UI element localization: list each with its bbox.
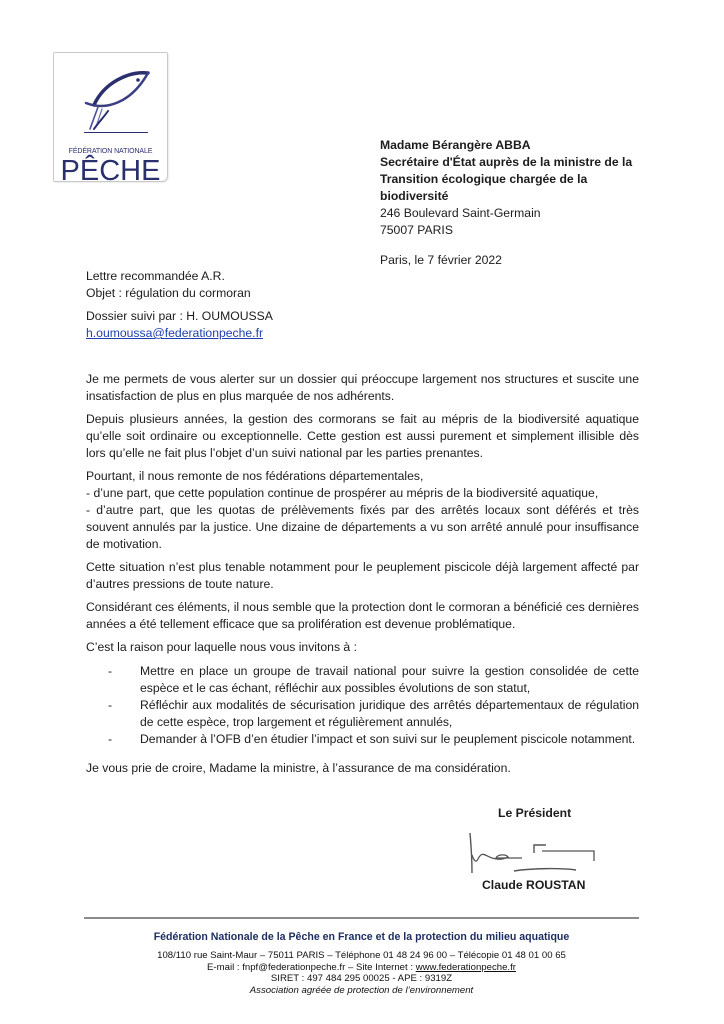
logo-subtitle: FÉDÉRATION NATIONALE [68, 148, 153, 155]
footer-email: E-mail : fnpf@federationpeche.fr – Site Internet : [207, 961, 416, 973]
request-item [86, 663, 639, 697]
footer-divider [84, 917, 639, 919]
footer-website-link[interactable]: www.federationpeche.fr [415, 961, 516, 973]
footer-address: 108/110 rue Saint-Maur – 75011 PARIS – Téléphone 01 48 24 96 00 – Télécopie 01 48 01 00 65 [157, 950, 566, 961]
recipient-name: Madame Bérangère ABBA [380, 138, 531, 152]
request-text: Mettre en place un groupe de travail national pour suivre la gestion consolidée de cette espèce et le cas échant, réfléchir aux possibles évolutions de son statut, [140, 664, 639, 695]
letter-subject: Objet : régulation du cormoran [86, 286, 251, 300]
body-paragraph-intro: Pourtant, il nous remonte de nos fédérations départementales, [86, 469, 424, 483]
request-list [86, 663, 639, 748]
recipient-block [380, 137, 680, 239]
recipient-title-line: Secrétaire d'État auprès de la ministre de la [380, 155, 633, 169]
list-dash: - [108, 732, 113, 746]
footer-organization: Fédération Nationale de la Pêche en France et de la protection du milieu aquatique [153, 931, 570, 943]
recipient-title-line: Transition écologique chargée de la [380, 172, 588, 186]
list-dash: - [108, 698, 113, 712]
signatory-name: Claude ROUSTAN [482, 878, 586, 892]
body-point: - d’une part, que cette population continue de prospérer au mépris de la biodiversité aquatique, [86, 486, 599, 500]
letter-body [86, 371, 639, 765]
body-paragraph: Cette situation n’est plus tenable notamment pour le peuplement piscicole déjà largement affecté par d’autres pressions de toute nature. [86, 560, 639, 591]
handwritten-signature-icon [462, 825, 612, 880]
body-paragraph: Considérant ces éléments, il nous semble que la protection dont le cormoran a bénéficié ces dernières années a été tellement efficace que sa prolifération est devenue problématique. [86, 600, 639, 631]
body-paragraph: Depuis plusieurs années, la gestion des cormorans se fait au mépris de la biodiversité aquatique qu’elle soit ordinaire ou exceptionnelle. Cette gestion est aussi purement et simplement illisible dès lors qu’elle ne fait plus l’objet d’un suivi national par les parties prenantes. [86, 412, 639, 460]
request-item [86, 731, 639, 748]
request-intro: C’est la raison pour laquelle nous vous invitons à : [86, 640, 357, 654]
letter-meta [86, 268, 273, 342]
closing-formula: Je vous prie de croire, Madame la ministre, à l’assurance de ma considération. [86, 761, 511, 775]
footer-siret: SIRET : 497 484 295 00025 - APE : 9319Z [270, 973, 453, 984]
recipient-address-line: 246 Boulevard Saint-Germain [380, 206, 541, 220]
signatory-title: Le Président [498, 806, 572, 820]
recipient-title-line: biodiversité [380, 189, 449, 203]
request-text: Demander à l’OFB d’en étudier l’impact et son suivi sur le peuplement piscicole notamment. [140, 732, 636, 746]
request-text: Réfléchir aux modalités de sécurisation juridique des arrêtés départementaux de régulation de cette espèce, trop largement et régulièrement annulés, [140, 698, 639, 729]
footer-association: Association agréée de protection de l’environnement [249, 984, 474, 996]
list-dash: - [108, 664, 113, 678]
body-point: - d’autre part, que les quotas de prélèvements fixés par des arrêtés locaux sont déférés et très souvent annulés par la justice. Une dizaine de départements a vu son arrêté annulé pour insuffisance de motivation. [86, 503, 639, 551]
followed-by: Dossier suivi par : H. OUMOUSSA [86, 309, 273, 323]
logo-title: PÊCHE [60, 155, 161, 187]
body-paragraph: Je me permets de vous alerter sur un dossier qui préoccupe largement nos structures et suscite une insatisfaction de plus en plus marquée de nos adhérents. [86, 372, 639, 403]
federation-logo [53, 52, 168, 187]
footer-contact [84, 950, 639, 996]
request-item [86, 697, 639, 731]
contact-email-link[interactable]: h.oumoussa@federationpeche.fr [86, 326, 264, 340]
footer-email-line [84, 962, 639, 974]
recipient-address-line: 75007 PARIS [380, 223, 453, 237]
letter-date: Paris, le 7 février 2022 [380, 253, 502, 267]
delivery-method: Lettre recommandée A.R. [86, 269, 225, 283]
fish-logo-icon [76, 63, 152, 133]
